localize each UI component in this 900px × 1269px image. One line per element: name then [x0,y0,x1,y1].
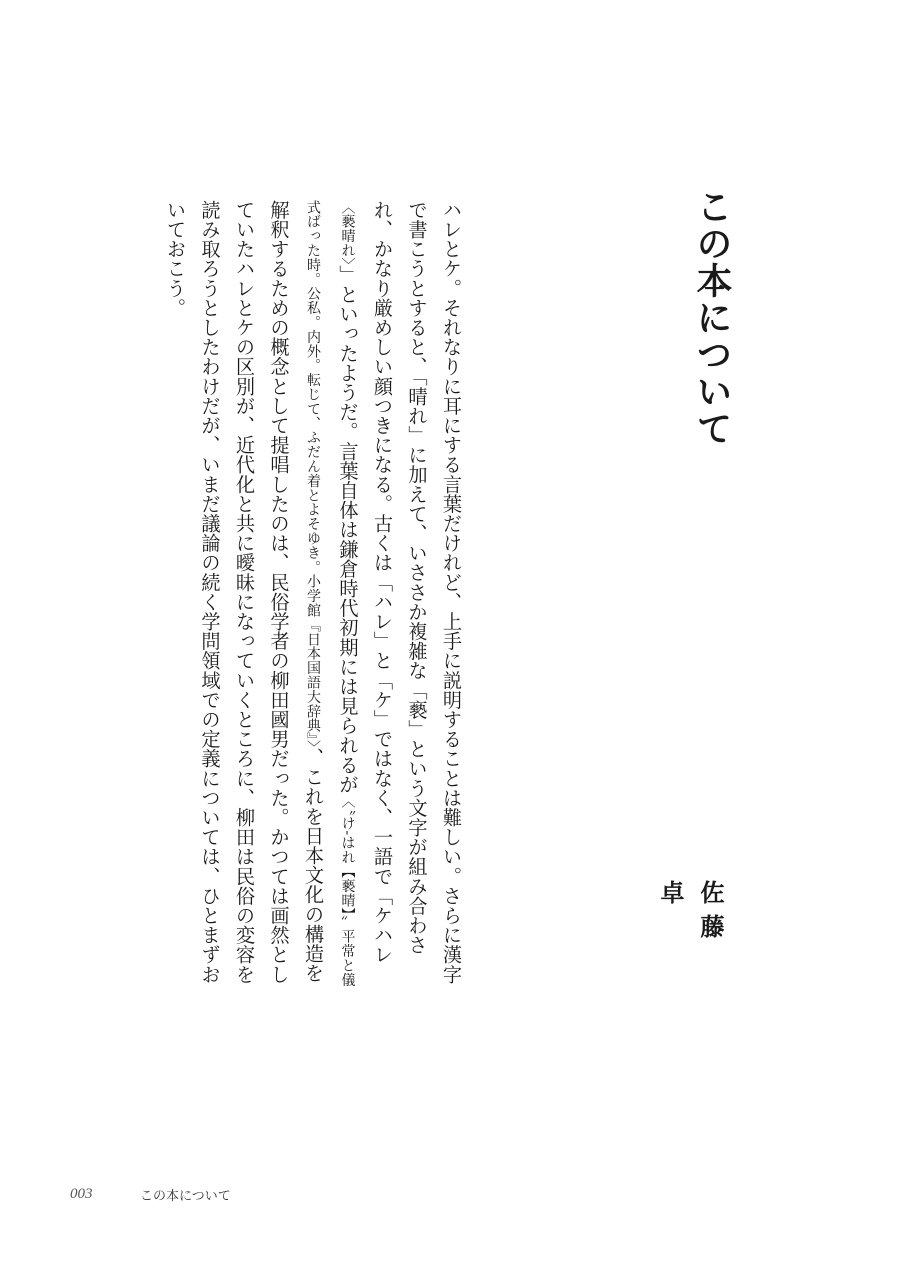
page-title: この本について [691,188,733,447]
body-paragraph [138,200,468,990]
body-text-segment: ハレとケ。それなりに耳にする言葉だけれど、上手に説明することは難しい。さらに漢字で書こうとすると、「晴れ」に加えて、いささか複雑な「褻」という文字が組み合わされ、かなり厳めしい顔つきになる。古くは「ハレ」と「ケ」ではなく、一語で「ケハレ [371,200,463,984]
dictionary-note: 〈〝け‐はれ【褻晴】〟平常と儀式ばった時。公私。内外。転じて、ふだん着とよそゆき。小学館『日本国語大辞典』〉 [305,200,356,987]
page-number: 003 [70,1185,93,1202]
page-footer [70,1182,231,1206]
inline-note: 〈褻晴れ〉 [339,200,356,265]
author-name: 佐藤 卓 [656,880,725,982]
body-text-segment: 」といったようだ。言葉自体は鎌倉時代初期には見られるが [336,265,360,795]
running-title: この本について [140,1188,231,1204]
body-text-segment: 、これを日本文化の構造を解釈するための概念として提唱したのは、民俗学者の柳田國男だった。かつては画然としていたハレとケの区別が、近代化と共に曖昧になっていくところに、柳田は民俗の変容を読み取ろうとしたわけだが、いまだ議論の続く学問領域での定義については、ひとまずおいておこう。 [164,200,325,984]
